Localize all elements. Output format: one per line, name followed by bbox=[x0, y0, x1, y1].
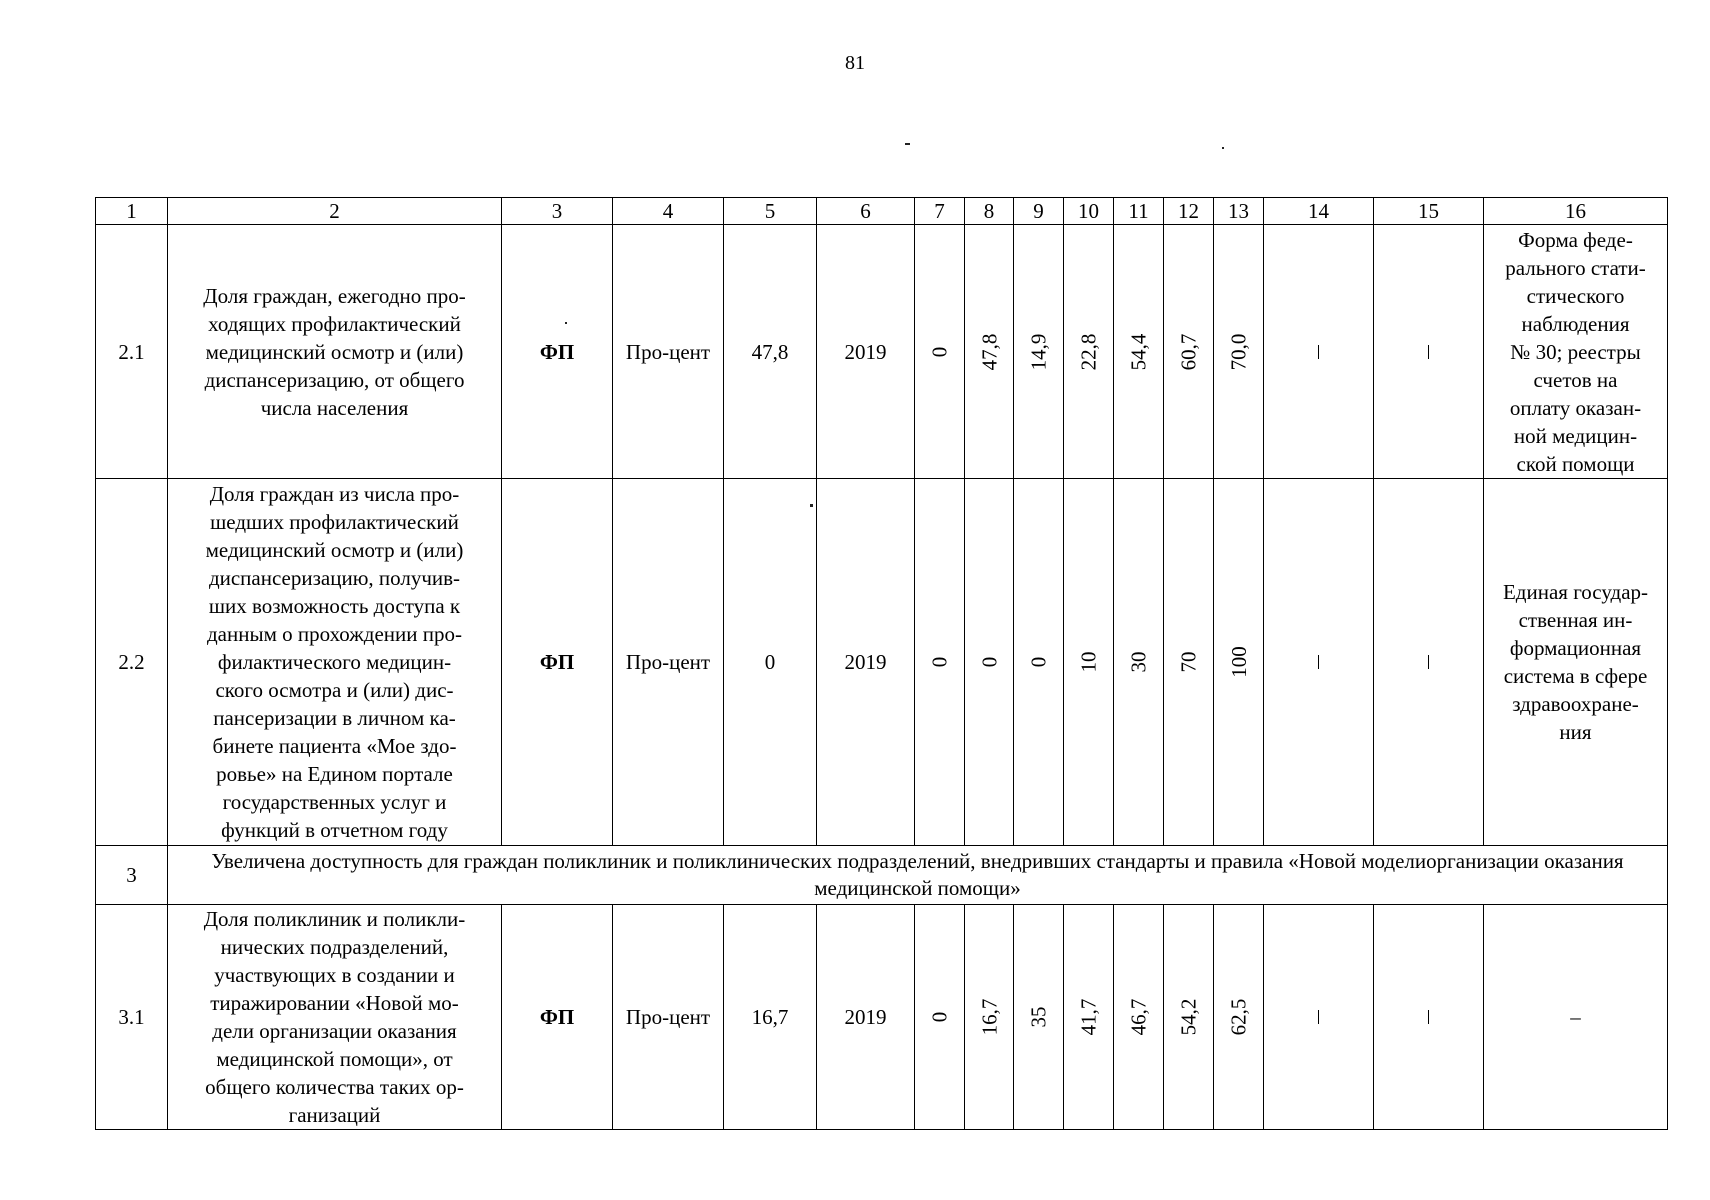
section-title bbox=[168, 846, 1668, 905]
period-value-text: 70 bbox=[1176, 651, 1201, 673]
header-cell: 9 bbox=[1014, 198, 1064, 225]
period-value bbox=[965, 905, 1014, 1130]
indicator-name-line: пансеризации в личном ка- bbox=[213, 706, 456, 730]
row-number: 2.2 bbox=[96, 479, 168, 846]
base-year: 2019 bbox=[817, 479, 915, 846]
blank-mark bbox=[1318, 655, 1320, 669]
source-cell-line: ния bbox=[1559, 720, 1592, 744]
source-cell-line: ственная ин- bbox=[1518, 608, 1633, 632]
period-value-text: 0 bbox=[927, 1011, 952, 1023]
unit-cell-line: Про- bbox=[625, 1005, 670, 1029]
source-cell bbox=[1484, 905, 1668, 1130]
indicator-name-line: общего количества таких ор- bbox=[205, 1075, 464, 1099]
period-value bbox=[1114, 479, 1164, 846]
period-value-text: 0 bbox=[927, 656, 952, 668]
indicator-name-line: медицинский осмотр и (или) bbox=[205, 339, 464, 364]
period-value bbox=[1064, 225, 1114, 479]
indicator-name-line: государственных услуг и bbox=[222, 790, 447, 814]
table-row bbox=[96, 479, 1668, 846]
blank-mark-cell bbox=[1264, 905, 1374, 1130]
base-year: 2019 bbox=[817, 905, 915, 1130]
header-cell: 4 bbox=[613, 198, 724, 225]
indicator-name bbox=[168, 225, 502, 479]
row-number: 2.1 bbox=[96, 225, 168, 479]
indicator-name-line: ского осмотра и (или) дис- bbox=[215, 678, 454, 702]
header-cell: 16 bbox=[1484, 198, 1668, 225]
blank-mark bbox=[1428, 1010, 1430, 1024]
period-value bbox=[1064, 905, 1114, 1130]
period-value-text: 0 bbox=[927, 346, 952, 357]
blank-mark-cell bbox=[1264, 479, 1374, 846]
header-cell: 3 bbox=[502, 198, 613, 225]
header-cell: 6 bbox=[817, 198, 915, 225]
table-row bbox=[96, 905, 1668, 1130]
indicator-name-line: функций в отчетном году bbox=[221, 818, 448, 842]
period-value bbox=[915, 905, 965, 1130]
section-title-line: организации оказания медицинской помощи» bbox=[814, 849, 1624, 900]
period-value bbox=[965, 479, 1014, 846]
base-year: 2019 bbox=[817, 225, 915, 479]
base-value: 0 bbox=[724, 479, 817, 846]
source-cell-line: оплату оказан- bbox=[1509, 395, 1642, 420]
indicators-table bbox=[95, 197, 1668, 1130]
unit-cell bbox=[613, 479, 724, 846]
period-value-text: 16,7 bbox=[977, 998, 1001, 1036]
indicator-name-line: Доля поликлиник и поликли- bbox=[203, 907, 466, 931]
table-row bbox=[96, 225, 1668, 479]
source-cell-line: ской помощи bbox=[1516, 451, 1635, 476]
period-value-text: 41,7 bbox=[1076, 998, 1101, 1036]
source-cell-line: Единая государ- bbox=[1502, 580, 1649, 604]
section-title-line: Увеличена доступность для граждан поликлиник и поликлинических подразделений, внедривших стандарты и правила «Новой модели bbox=[211, 849, 1427, 873]
indicator-type: ФП bbox=[502, 225, 613, 479]
base-value: 47,8 bbox=[724, 225, 817, 479]
period-value bbox=[1164, 225, 1214, 479]
indicator-name-line: диспансеризацию, получив- bbox=[208, 566, 461, 590]
indicator-name bbox=[168, 479, 502, 846]
period-value-text: 46,7 bbox=[1126, 998, 1151, 1036]
unit-cell-line: цент bbox=[669, 650, 711, 674]
indicator-name-line: филактического медицин- bbox=[217, 650, 452, 674]
indicator-name-line: диспансеризацию, от общего bbox=[204, 367, 465, 392]
unit-cell bbox=[613, 225, 724, 479]
header-cell: 12 bbox=[1164, 198, 1214, 225]
period-value bbox=[915, 225, 965, 479]
unit-cell-line: Про- bbox=[625, 650, 670, 674]
source-cell bbox=[1484, 225, 1668, 479]
period-value bbox=[1214, 479, 1264, 846]
indicator-name-line: участвующих в создании и bbox=[214, 963, 455, 987]
indicator-type: ФП bbox=[502, 479, 613, 846]
source-cell-line: стического bbox=[1526, 283, 1625, 308]
source-cell-line: счетов на bbox=[1533, 367, 1618, 392]
header-cell: 10 bbox=[1064, 198, 1114, 225]
period-value-text: 54,2 bbox=[1176, 998, 1201, 1036]
period-value-text: 100 bbox=[1226, 646, 1251, 678]
source-cell-line: здравоохране- bbox=[1512, 692, 1639, 716]
indicator-name-line: ровье» на Едином портале bbox=[216, 762, 453, 786]
blank-mark bbox=[1318, 1010, 1320, 1024]
period-value bbox=[1014, 479, 1064, 846]
source-cell-line: Форма феде- bbox=[1518, 227, 1633, 252]
indicator-name-line: бинете пациента «Мое здо- bbox=[212, 734, 457, 758]
indicator-name-line: ганизаций bbox=[288, 1103, 381, 1127]
period-value-text: 62,5 bbox=[1226, 998, 1251, 1036]
period-value bbox=[1114, 905, 1164, 1130]
period-value bbox=[1064, 479, 1114, 846]
blank-mark-cell bbox=[1264, 225, 1374, 479]
section-number: 3 bbox=[96, 846, 168, 905]
indicator-name-line: ходящих профилактический bbox=[208, 311, 461, 336]
period-value-text: 14,9 bbox=[1026, 333, 1051, 370]
indicator-name-line: числа населения bbox=[260, 395, 409, 420]
period-value-text: 60,7 bbox=[1176, 333, 1201, 370]
period-value-text: 0 bbox=[977, 656, 1001, 668]
period-value-text: 35 bbox=[1026, 1006, 1051, 1028]
period-value bbox=[1114, 225, 1164, 479]
indicator-name-line: нических подразделений, bbox=[220, 935, 449, 959]
period-value-text: 70,0 bbox=[1226, 333, 1251, 370]
header-cell: 5 bbox=[724, 198, 817, 225]
header-cell: 1 bbox=[96, 198, 168, 225]
indicator-name-line: Доля граждан, ежегодно про- bbox=[203, 283, 466, 308]
source-cell-line: ной медицин- bbox=[1513, 423, 1638, 448]
period-value bbox=[1164, 905, 1214, 1130]
unit-cell-line: Про- bbox=[625, 339, 670, 364]
period-value-text: 22,8 bbox=[1076, 333, 1101, 370]
source-cell-line: рального стати- bbox=[1505, 255, 1646, 280]
period-value bbox=[965, 225, 1014, 479]
blank-mark bbox=[1428, 345, 1430, 359]
header-cell: 2 bbox=[168, 198, 502, 225]
page-number: 81 bbox=[845, 52, 865, 74]
header-cell: 7 bbox=[915, 198, 965, 225]
period-value bbox=[1164, 479, 1214, 846]
unit-cell-line: цент bbox=[669, 1005, 711, 1029]
row-number: 3.1 bbox=[96, 905, 168, 1130]
period-value-text: 10 bbox=[1076, 651, 1101, 673]
indicator-name-line: медицинской помощи», от bbox=[216, 1047, 453, 1071]
source-cell-line: наблюдения bbox=[1521, 311, 1630, 336]
scan-speck bbox=[1222, 147, 1224, 149]
base-value: 16,7 bbox=[724, 905, 817, 1130]
header-row bbox=[96, 198, 1668, 225]
indicator-name-line: ших возможность доступа к bbox=[208, 594, 461, 618]
period-value-text: 30 bbox=[1126, 651, 1151, 673]
unit-cell-line: цент bbox=[669, 339, 711, 364]
indicator-name-line: тиражировании «Новой мо- bbox=[210, 991, 459, 1015]
indicator-name-line: шедших профилактический bbox=[210, 510, 459, 534]
period-value-text: 47,8 bbox=[977, 333, 1001, 370]
indicator-name-line: Доля граждан из числа про- bbox=[209, 482, 460, 506]
header-cell: 8 bbox=[965, 198, 1014, 225]
blank-mark-cell bbox=[1374, 905, 1484, 1130]
section-row bbox=[96, 846, 1668, 905]
indicator-name-line: данным о прохождении про- bbox=[207, 622, 462, 646]
period-value-text: 0 bbox=[1026, 656, 1051, 668]
blank-mark bbox=[1428, 655, 1430, 669]
header-cell: 11 bbox=[1114, 198, 1164, 225]
indicator-name-line: дели организации оказания bbox=[212, 1019, 457, 1043]
period-value bbox=[1014, 225, 1064, 479]
period-value-text: 54,4 bbox=[1126, 333, 1151, 370]
source-cell-line: система в сфере bbox=[1503, 664, 1648, 688]
period-value bbox=[1214, 225, 1264, 479]
indicator-name bbox=[168, 905, 502, 1130]
header-cell: 14 bbox=[1264, 198, 1374, 225]
period-value bbox=[1014, 905, 1064, 1130]
indicator-name-line: медицинский осмотр и (или) bbox=[205, 538, 464, 562]
source-cell-line: № 30; реестры bbox=[1510, 339, 1641, 364]
source-cell bbox=[1484, 479, 1668, 846]
indicator-type: ФП bbox=[502, 905, 613, 1130]
scan-speck bbox=[905, 143, 910, 145]
blank-mark-cell bbox=[1374, 225, 1484, 479]
period-value bbox=[915, 479, 965, 846]
unit-cell bbox=[613, 905, 724, 1130]
header-cell: 13 bbox=[1214, 198, 1264, 225]
period-value bbox=[1214, 905, 1264, 1130]
source-cell-line: формационная bbox=[1509, 636, 1642, 660]
blank-mark-cell bbox=[1374, 479, 1484, 846]
source-cell-line: – bbox=[1570, 1005, 1581, 1029]
blank-mark bbox=[1318, 345, 1320, 359]
header-cell: 15 bbox=[1374, 198, 1484, 225]
